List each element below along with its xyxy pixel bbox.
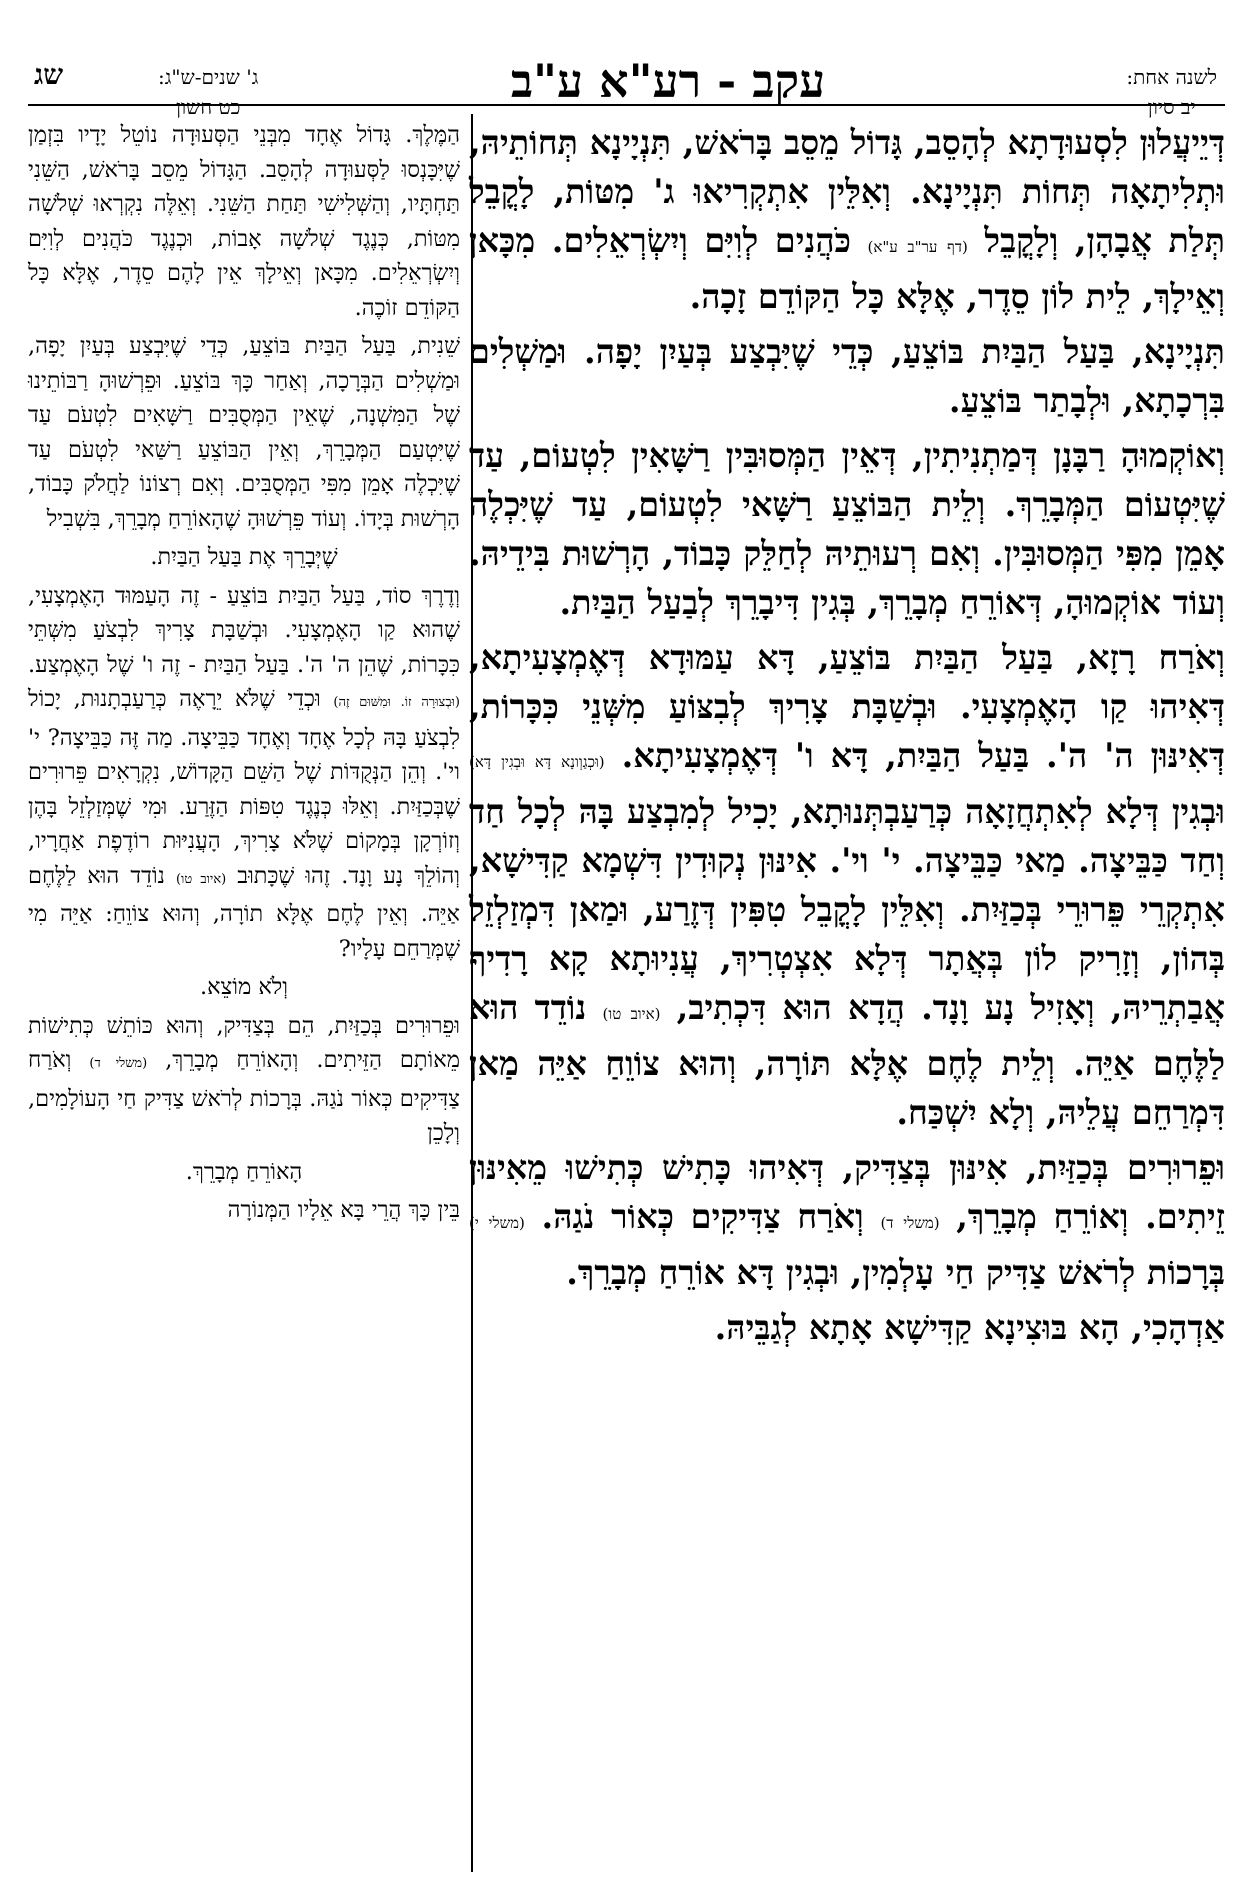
main-text: תִּנְיָינָא, בַּעַל הַבַּיִת בּוֹצֵעַ, כְּדֵי שֶׁיִּבְצַע בְּעַיִן יָפָה. וּמַשְׁלִים בִּרְכָתָא, וּלְבָתַר בּוֹצֵעַ.	[469, 332, 1225, 420]
main-paragraph	[469, 1303, 1225, 1352]
main-text: וּפֵרוּרִים בְּכַזַּיִת, אִינּוּן בְּצַדִּיק, דְּאִיהוּ כָּתִישׁ כְּתִישׁוּ מֵאִינּוּן זֵיתִים. וְאוֹרֵחַ מְבָרֵךְ,	[469, 1148, 1226, 1236]
translation-paragraph-end: שֶׁיְּבָרֵךְ אֶת בַּעַל הַבַּיִת.	[150, 544, 338, 570]
translation-paragraph-end: הָאוֹרֵחַ מְבָרֵךְ.	[185, 1158, 303, 1185]
translation-column	[28, 118, 460, 1232]
page-header	[28, 10, 1225, 119]
page-number: שג	[34, 58, 64, 91]
schedule-three-years	[158, 62, 258, 122]
translation-text: הַמֶּלֶךְ. גָּדוֹל אֶחָד מִבְּנֵי הַסְּעוּדָה נוֹטֵל יָדָיו בִּזְמַן שֶׁיִּכָּנְסוּ לַסְּעוּדָה לְהָסֵב. הַגָּדוֹל מֵסֵב בָּרֹאשׁ, הַשֵּׁנִי תַּחְתָּיו, וְהַשְּׁלִישִׁי תַּחַת הַשֵּׁנִי. וְאֵלֶּה נִקְרְאוּ שְׁלֹשָׁה מִטּוֹת, כְּנֶגֶד שְׁלֹשָׁה אָבוֹת, וּכְנֶגֶד כֹּהֲנִים לְוִיִּם וְיִשְׂרְאֵלִים. מִכָּאן וְאֵילָךְ אֵין לָהֶם סֵדֶר, אֶלָּא כָּל הַקּוֹדֵם זוֹכֶה.	[28, 122, 460, 321]
main-text: וְאֹרַח רָזָא, בַּעַל הַבַּיִת בּוֹצֵעַ, דָּא עַמּוּדָא דְּאֶמְצָעִיתָא, דְּאִיהוּ קַו הָאֶמְצָעִי. וּבְשַׁבָּת צָרִיךְ לְבִצּוֹעַ מִשְּׁנֵי כִּכָּרוֹת, דְּאִינּוּן ה' ה'. בַּעַל הַבַּיִת, דָּא ו' דְּאֶמְצָעִיתָא.	[469, 638, 1226, 775]
header-rule	[28, 104, 1225, 106]
translation-paragraph	[28, 118, 460, 325]
main-paragraph	[469, 118, 1225, 321]
main-text: אַדְהָכִי, הָא בּוּצִינָא קַדִּישָׁא אָתָא לְגַבֵּיהּ.	[714, 1308, 1225, 1347]
source-reference: (וּכְגַוְונָא דָּא וּבְגִין דָּא)	[469, 753, 605, 771]
translation-paragraph-end: וְלֹא מוֹצֵא.	[199, 974, 289, 1000]
source-reference: (איוב טו)	[602, 1005, 661, 1023]
source-reference: (משלי ד)	[89, 1056, 148, 1071]
main-text: וְאוֹקְמוּהָ רַבָּנָן דְּמַתְנִיתִין, דְּאֵין הַמְּסוּבִּין רַשָּׁאִין לִטְעוֹם, עַד שֶׁיִּטְעוֹם הַמְּבָרֵךְ. וְלֵית הַבּוֹצֵעַ רַשָּׁאי לִטְעוֹם, עַד שֶׁיִּכְלֶה אָמֵן מִפִּי הַמְּסוּבִּין. וְאִם רְעוּתֵיהּ לְחַלֵּק כָּבוֹד, הָרְשׁוּת בִּידֵיהּ. וְעוֹד אוֹקְמוּהָ, דְּאוֹרֵחַ מְבָרֵךְ, בְּגִין דִּיבָרֵךְ לְבַעַל הַבַּיִת.	[469, 436, 1225, 622]
translation-paragraph	[28, 329, 460, 536]
source-reference: (משלי ד)	[880, 1214, 940, 1232]
source-reference: (וּבְצוּרָה זוֹ. וּמִשּׁוּם זֶה)	[333, 695, 460, 710]
translation-text: וְדֶרֶךְ סוֹד, בַּעַל הַבַּיִת בּוֹצֵעַ - זֶה הָעַמּוּד הָאֶמְצָעִי, שֶׁהוּא קַו הָאֶמְצָעִי. וּבְשַׁבָּת צָרִיךְ לִבְצֹעַ מִשְּׁתֵּי כִּכָּרוֹת, שֶׁהֵן ה' ה'. בַּעַל הַבַּיִת - זֶה ו' שֶׁל הָאֶמְצַע.	[28, 582, 460, 678]
schedule-three-years-label: ג' שנים-ש"ג:	[158, 65, 259, 89]
main-paragraph	[469, 633, 1225, 1137]
translation-text: וְאֹרַח צַדִּיקִים כְּאוֹר נֹגַהּ. בְּרָכוֹת לְרֹאשׁ צַדִּיק חַי הָעוֹלָמִים, וְלָכֵן	[28, 1047, 460, 1146]
main-text: דְּיֵיעֲלוּן לִסְעוּדָתָא לְהָסֵב, גָּדוֹל מֵסֵב בָּרֹאשׁ, תִּנְיָינָא תְּחוֹתֵיהּ, וּתְלִיתָאָה תְּחוֹת תִּנְיָינָא. וְאִלֵּין אִתְקְרִיאוּ ג' מִטּוֹת, לָקֳבֵל תְּלַת אֲבָהָן, וְלָקֳבֵל	[469, 123, 1225, 260]
translation-paragraph	[28, 1009, 460, 1151]
main-text: וּבְגִין דְּלָא לְאִתְחֲזָאָה כְּרַעַבְתְּנוּתָא, יָכִיל לְמִבְצַע בָּהּ לְכָל חַד וְחַד כַּבֵּיצָה. מַאי כַּבֵּיצָה. י' וי'. אִינּוּן נְקוּדִין דִּשְׁמָא קַדִּישָׁא, אִתְקְרֵי פֵּרוּרֵי בְּכַזַּיִת. וְאִלֵּין לָקֳבֵל טִפִּין דְּזֶרַע, וּמַאן דִּמְזַלְזֵל בְּהוֹן, וְזָרִיק לוֹן בְּאֲתָר דְּלָא אִצְטְרִיךְ, עֲנִיוּתָא קָא רָדִיף אֲבַתְרֵיהּ, וְאָזִיל נָע וָנָד. הֲדָא הוּא דִּכְתִיב,	[469, 792, 1225, 1027]
source-reference: (איוב טו)	[175, 871, 227, 887]
source-reference: (דף ער"ב ע"א)	[867, 238, 968, 256]
main-text: כֹּהֲנִים לְוִיִּם וְיִשְׂרְאֵלִים. מִכָּאן וְאֵילָךְ, לֵית לוֹן סֵדֶר, אֶלָּא כָּל הַקּוֹדֵם זָכָה.	[469, 221, 1225, 316]
schedule-one-year-date: יב סיון	[1147, 95, 1196, 119]
main-text-column	[469, 118, 1225, 1358]
translation-text: בֵּין כָּךְ הֲרֵי בָּא אֵלָיו הַמְּנוֹרָה	[227, 1197, 460, 1223]
page-title: עקב - רע"א ע"ב	[510, 54, 826, 108]
main-paragraph	[469, 327, 1225, 425]
translation-text: שֵׁנִית, בַּעַל הַבַּיִת בּוֹצֵעַ, כְּדֵי שֶׁיִּבְצַע בְּעַיִן יָפָה, וּמַשְׁלִים הַבְּרָכָה, וְאַחַר כָּךְ בּוֹצֵעַ. וּפֵרְשׁוּהָ רַבּוֹתֵינוּ שֶׁל הַמִּשְׁנָה, שֶׁאֵין הַמְּסֻבִּים רַשָּׁאִים לִטְעֹם עַד שֶׁיִּטְעַם הַמְּבָרֵךְ, וְאֵין הַבּוֹצֵעַ רַשַּׁאי לִטְעֹם עַד שֶׁיִּכְלֶה אָמֵן מִפִּי הַמְּסֻבִּים. וְאִם רְצוֹנוֹ לַחֲלֹק כָּבוֹד, הָרְשׁוּת בְּיָדוֹ. וְעוֹד פֵּרְשׁוּהָ שֶׁהָאוֹרֵחַ מְבָרֵךְ, בִּשְׁבִיל	[28, 333, 460, 532]
translation-paragraph	[28, 579, 460, 967]
translation-paragraph	[28, 1193, 460, 1228]
main-paragraph	[469, 1143, 1225, 1297]
source-reference: (משלי י)	[469, 1214, 525, 1232]
main-text: וְאֹרַח צַדִּיקִים כְּאוֹר נֹגַהּ.	[541, 1197, 864, 1236]
translation-text: נוֹדֵד הוּא לַלֶּחֶם אַיֵּה. וְאֵין לֶחֶם אֶלָּא תוֹרָה, וְהוּא צוֹוֵחַ: אַיֵּה מִי שֶׁמְּרַחֵם עָלָיו?	[28, 862, 460, 962]
schedule-three-years-date: כט חשון	[175, 95, 241, 119]
main-paragraph	[469, 431, 1225, 627]
translation-text: וּכְדֵי שֶׁלֹּא יֵרָאֶה כְּרַעַבְתָנוּת, יָכוֹל לִבְצֹעַ בָּהּ לְכָל אֶחָד וְאֶחָד כַּבֵּיצָה. מַה זֶּה כַּבֵּיצָה? י' וי'. וְהֵן הַנְּקֻדּוֹת שֶׁל הַשֵּׁם הַקָּדוֹשׁ, נִקְרָאִים פֵּרוּרִים שֶׁבְּכַזַּיִת. וְאֵלּוּ כְּנֶגֶד טִפּוֹת הַזֶּרַע. וּמִי שֶׁמְּזַלְזֵל בָּהֶן וְזוֹרְקָן בְּמָקוֹם שֶׁלֹּא צָרִיךְ, הָעֲנִיּוּת רוֹדֶפֶת אַחֲרָיו, וְהוֹלֵךְ נָע וָנָד. זֶהוּ שֶׁכָּתוּב	[28, 686, 461, 889]
schedule-one-year-label: לשנה אחת:	[1126, 65, 1217, 89]
translation-text: וּפֵרוּרִים בְּכַזַּיִת, הֵם בְּצַדִּיק, וְהוּא כּוֹתֵשׁ כְּתִישׁוֹת מֵאוֹתָם הַזֵּיתִים. וְהָאוֹרֵחַ מְבָרֵךְ,	[28, 1012, 460, 1073]
main-text: נוֹדֵד הוּא לַלֶּחֶם אַיֵּה. וְלֵית לֶחֶם אֶלָּא תּוֹרָה, וְהוּא צוֹוֵחַ אַיֵּה מַאן דִּמְרַחֵם עֲלֵיהּ, וְלָא יִשְׁכַּח.	[469, 988, 1225, 1132]
main-text: בְּרָכוֹת לְרֹאשׁ צַדִּיק חַי עָלְמִין, וּבְגִין דָּא אוֹרֵחַ מְבָרֵךְ.	[566, 1253, 1225, 1292]
schedule-one-year	[1126, 62, 1217, 122]
